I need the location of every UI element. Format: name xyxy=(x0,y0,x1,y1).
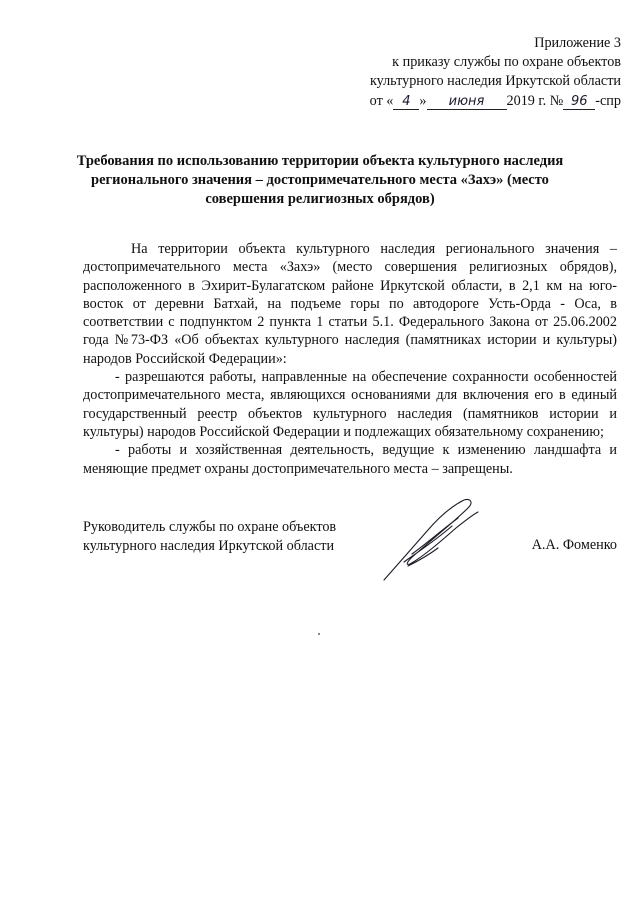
document-body xyxy=(83,240,617,478)
handwritten-signature xyxy=(378,496,488,586)
signatory-role-line2: культурного наследия Иркутской области xyxy=(83,538,335,554)
scan-speck xyxy=(318,633,320,635)
signatory-name: А.А. Фоменко xyxy=(531,537,617,553)
permitted-works-paragraph: - разрешаются работы, направленные на обеспечение сохранности особенностей достопримечательного места, являющихся основаниями для включения его в единый государственный реестр объектов культурного наследия (памятников истории и культуры) народов Российской Федерации и подлежащих обязательному сохранению; xyxy=(83,369,617,440)
date-day-handwritten: 4 xyxy=(393,95,419,110)
intro-paragraph: На территории объекта культурного наследия регионального значения – достопримечательного места «Захэ» (место совершения религиозных обрядов), расположенного в Эхирит-Булагатском районе Иркутской области, в 2,1 км на юго-восток от деревни Батхай, на подъеме горы по автодороге Усть-Орда - Оса, в соответствии с подпунктом 2 пункта 1 статьи 5.1. Федерального Закона от 25.06.2002 года №73-ФЗ «Об объектах культурного наследия (памятниках истории и культуры) народов Российской Федерации»: xyxy=(83,241,617,367)
appendix-date-line xyxy=(370,92,621,111)
appendix-order-ref: к приказу службы по охране объектов xyxy=(392,54,621,71)
appendix-header xyxy=(370,34,621,111)
date-prefix: от « xyxy=(369,92,394,109)
order-suffix: -спр xyxy=(595,92,621,109)
date-close-quote: » xyxy=(419,92,427,109)
signatory-role-line1: Руководитель службы по охране объектов xyxy=(83,519,337,535)
appendix-number: Приложение 3 xyxy=(534,35,621,51)
order-number-handwritten: 96 xyxy=(563,95,595,110)
prohibited-works-paragraph: - работы и хозяйственная деятельность, ведущие к изменению ландшафта и меняющие предмет охраны достопримечательного места – запрещены. xyxy=(83,442,617,477)
date-month-handwritten: июня xyxy=(427,95,507,110)
document-title: Требования по использованию территории объекта культурного наследия регионального значения – достопримечательного места «Захэ» (место совершения религиозных обрядов) xyxy=(76,153,564,207)
appendix-authority: культурного наследия Иркутской области xyxy=(369,73,621,90)
signatory-role xyxy=(83,518,336,556)
date-year-label: 2019 г. № xyxy=(506,92,564,109)
